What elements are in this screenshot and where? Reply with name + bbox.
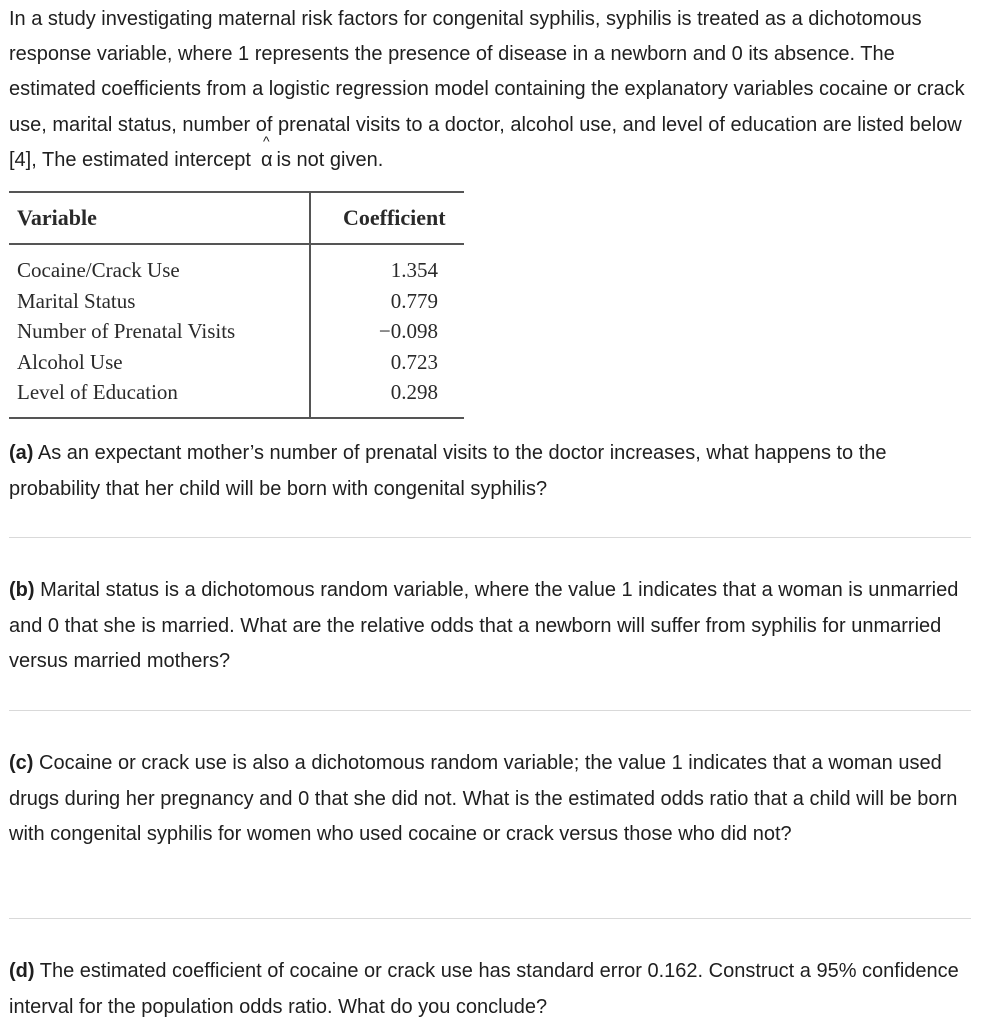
hat-accent: ^ [262, 132, 270, 149]
table-body [9, 255, 464, 408]
variable-cell: Cocaine/Crack Use [17, 258, 180, 282]
alpha-hat-symbol [251, 132, 277, 178]
table-bottom-rule [9, 417, 464, 419]
question-text: Cocaine or crack use is also a dichotomous random variable; the value 1 indicates that a woman used drugs during her pregnancy and 0 that she did not. What is the estimated odds ratio that a child will be born with congenital syphilis for women who used cocaine or crack versus those who did not? [9, 752, 958, 845]
question-d [9, 954, 971, 1025]
intro-text-end: is not given. [276, 148, 384, 171]
question-a [9, 436, 971, 507]
coefficient-cell: −0.098 [378, 319, 438, 343]
coefficient-cell: 0.298 [390, 380, 438, 404]
question-text: The estimated coefficient of cocaine or crack use has standard error 0.162. Construct a 95% confidence interval for the population odds ratio. What do you conclude? [9, 960, 959, 1018]
variable-cell: Marital Status [17, 288, 136, 313]
question-label: (b) [9, 579, 35, 601]
section-divider [9, 710, 971, 711]
question-label: (c) [9, 752, 34, 774]
question-text: As an expectant mother’s number of prenatal visits to the doctor increases, what happens to the probability that her child will be born with congenital syphilis? [9, 442, 887, 500]
section-divider [9, 537, 971, 538]
coefficient-table [9, 191, 464, 421]
question-b [9, 573, 971, 680]
table-row [9, 347, 464, 378]
intro-paragraph [9, 2, 971, 178]
table-row [9, 316, 464, 347]
intro-text: In a study investigating maternal risk factors for congenital syphilis, syphilis is treated as a dichotomous response variable, where 1 represents the presence of disease in a newborn and 0 its absence. The estimated coefficients from a logistic regression model containing the explanatory variables cocaine or crack use, marital status, number of prenatal visits to a doctor, alcohol use, and level of education are listed below [4], The estimated intercept [9, 8, 965, 171]
coefficient-cell: 1.354 [390, 258, 438, 282]
section-divider [9, 918, 971, 919]
question-label: (a) [9, 442, 34, 464]
coefficient-cell: 0.779 [390, 288, 438, 313]
header-coefficient: Coefficient [343, 205, 446, 230]
variable-cell: Level of Education [17, 380, 178, 404]
question-label: (d) [9, 960, 35, 982]
table-row [9, 286, 464, 317]
coefficient-cell: 0.723 [390, 349, 438, 374]
variable-cell: Number of Prenatal Visits [17, 319, 236, 343]
question-text: Marital status is a dichotomous random variable, where the value 1 indicates that a woman is unmarried and 0 that she is married. What are the relative odds that a newborn will suffer from syphilis for unmarried versus married mothers? [9, 579, 959, 672]
table-row [9, 255, 464, 286]
table-top-rule [9, 191, 464, 193]
table-row [9, 377, 464, 408]
question-c [9, 746, 971, 853]
header-variable: Variable [17, 205, 97, 230]
variable-cell: Alcohol Use [17, 349, 123, 374]
table-header-rule [9, 243, 464, 245]
alpha-letter: α [260, 148, 273, 171]
